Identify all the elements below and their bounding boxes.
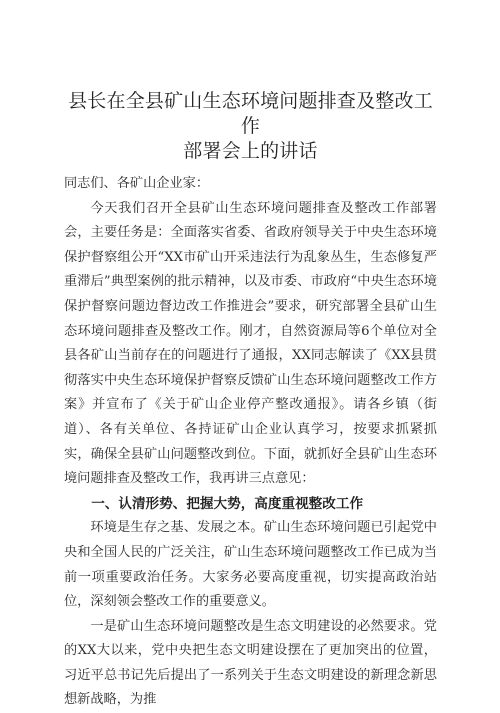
speech-body [64,172,437,713]
speech-title [64,89,437,164]
salutation: 同志们、各矿山企业家： [64,176,210,191]
section-heading-1: 一、认清形势、把握大势，高度重视整改工作 [91,495,364,512]
speech-title-line-1: 县长在全县矿山生态环境问题排查及整改工作 [68,90,433,137]
paragraph-opening: 今天我们召开全县矿山生态环境问题排查及整改工作部署会，主要任务是：全面落实省委、省政府领导关于中央生态环境保护督察组公开“XX市矿山开采违法行为乱象丛生，生态修复严重滞后”典型案例的批示精神，以及市委、市政府“中央生态环境保护督察问题边督边改工作推进会”要求，研究部署全县矿山生态环境问题排查及整改工作。刚才，自然资源局等6个单位对全县各矿山当前存在的问题进行了通报，XX同志解读了《XX县贯彻落实中央生态环境保护督察反馈矿山生态环境问题整改工作方案》并宣布了《关于矿山企业停产整改通报》。请各乡镇（街道）、各有关单位、各持证矿山企业认真学习，按要求抓紧抓实，确保全县矿山问题整改到位。下面，就抓好全县矿山生态环境问题排查及整改工作，我再讲三点意见： [64,200,437,487]
speech-title-line-2: 部署会上的讲话 [183,140,318,162]
paragraph-environment: 环境是生存之基、发展之本。矿山生态环境问题已引起党中央和全国人民的广泛关注，矿山生态环境问题整改工作已成为当前一项重要政治任务。大家务必要高度重视，切实提高政治站位，深刻领会整改工作的重要意义。 [64,520,437,610]
paragraph-point-one: 一是矿山生态环境问题整改是生态文明建设的必然要求。党的XX大以来，党中央把生态文明建设摆在了更加突出的位置，习近平总书记先后提出了一系列关于生态文明建设的新理念新思想新战略，为推 [64,618,437,708]
